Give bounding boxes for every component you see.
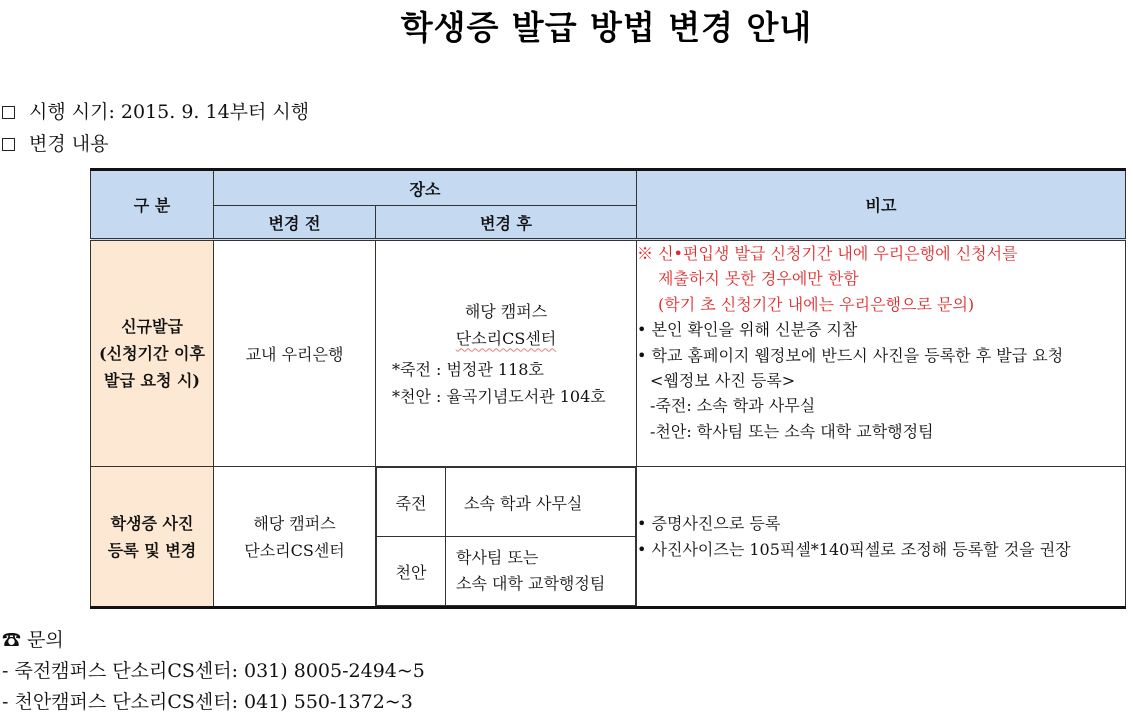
checkbox-square-icon	[2, 106, 15, 119]
header-remarks: 비고	[637, 170, 1126, 240]
row2-after	[376, 467, 637, 608]
row2-remarks: • 증명사진으로 등록 • 사진사이즈는 105픽셀*140픽셀로 조정해 등록할 것을 권장	[637, 467, 1126, 608]
row1-category: 신규발급 (신청기간 이후 발급 요청 시)	[91, 240, 214, 467]
page-title: 학생증 발급 방법 변경 안내	[400, 8, 813, 47]
checkbox-square-icon	[2, 138, 15, 151]
header-place: 장소	[214, 170, 637, 206]
contact-heading: ☎ 문의	[2, 629, 64, 651]
campus1-place: 소속 학과 사무실	[446, 468, 636, 537]
intro-item-schedule	[2, 97, 309, 124]
changes-text: 변경 내용	[29, 133, 109, 155]
campus2-label: 천안	[377, 537, 446, 606]
intro-item-changes	[2, 129, 108, 156]
change-table	[90, 168, 1126, 609]
campus2-place: 학사팀 또는 소속 대학 교학행정팀	[446, 537, 636, 606]
schedule-text: 시행 시기: 2015. 9. 14부터 시행	[29, 101, 310, 123]
campus1-label: 죽전	[377, 468, 446, 537]
row2-before: 해당 캠퍼스 단소리CS센터	[214, 467, 376, 608]
contact-jukjeon: - 죽전캠퍼스 단소리CS센터: 031) 8005-2494~5	[2, 660, 425, 682]
header-before: 변경 전	[214, 206, 376, 240]
header-category: 구 분	[91, 170, 214, 240]
row1-after: 해당 캠퍼스 단소리CS센터 *죽전 : 범정관 118호 *천안 : 율곡기념도서관 104호	[376, 240, 637, 467]
header-after: 변경 후	[376, 206, 637, 240]
row1-before: 교내 우리은행	[214, 240, 376, 467]
contact-cheonan: - 천안캠퍼스 단소리CS센터: 041) 550-1372~3	[2, 691, 413, 713]
campus-subtable	[376, 467, 636, 606]
row1-remarks: ※ 신•편입생 발급 신청기간 내에 우리은행에 신청서를 제출하지 못한 경우에만 한함 (학기 초 신청기간 내에는 우리은행으로 문의) • 본인 확인을 위해 신분증 지참 • 학교 홈페이지 웹정보에 반드시 사진을 등록한 후 발급 요청 <웹정보 사진 등록> -죽전: 소속 학과 사무실 -천안: 학사팀 또는 소속 대학 교학행정팀	[637, 240, 1126, 467]
row2-category: 학생증 사진 등록 및 변경	[91, 467, 214, 608]
